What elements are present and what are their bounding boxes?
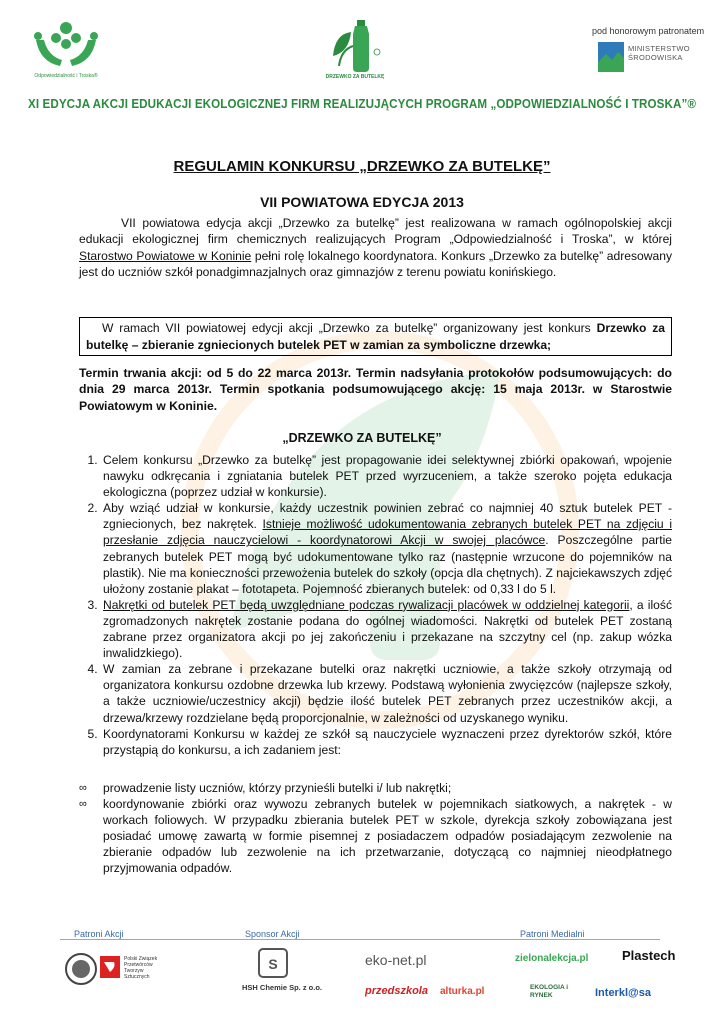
rule-3-text: , a ilość zgromadzonych nakrętek zostanie podana do ogólnej wiadomości. Nakrętki od butelek PET zostaną zabrane przez organizatora akcji po jej zakończeniu i przekazane na szczytny cel (np. zakup wózka inwalidzkiego). (103, 597, 673, 661)
interklasa-logo: Interkl@sa (595, 987, 651, 999)
contest-box-highlight: Drzewko za butelkę – zbieranie zgniecionych butelek PET w zamian za symboliczne drzewka; (86, 321, 665, 352)
media-label: Patroni Medialni (520, 929, 585, 939)
patrons-label: Patroni Akcji (74, 929, 124, 939)
contest-box (79, 317, 672, 356)
rule-item-5: 5. Koordynatorami Konkursu w każdej ze szkół są nauczyciele wyznaczeni przez dyrektorów szkół, które przystąpią do konkursu, a ich zadaniem jest: (101, 726, 672, 758)
drzewko-logo-caption: DRZEWKO ZA BUTELKĘ (325, 74, 385, 80)
program-logo-caption: Odpowiedzialność i Troska® (34, 73, 98, 79)
rule-item-2 (101, 500, 672, 597)
rule-2-text-b: . Poszczególne partie zebranych butelek PET mogą być udokumentowane tylko raz (następnie wrzucone do pojemników na plastik). Nie ma konieczności przewożenia butelek do szkoły (opcja dla chętnych). Z najciekawszych zdjęć ułożony zostanie plakat – fototapeta. Pojemność zbieranych butelek: od 0,33 l do 5 l. (103, 533, 672, 596)
ministry-line-1: MINISTERSTWO (628, 44, 690, 53)
footer-divider (60, 939, 660, 940)
intro-text-a: VII powiatowa edycja akcji „Drzewko za butelkę” jest realizowana w ramach ogólnopolskiej akcji edukacji ekologicznej firm chemicznych realizujących Program „Odpowiedzialność i Troska”, w której (79, 216, 672, 247)
drzewko-logo (325, 16, 385, 86)
rule-item-4: 4. W zamian za zebrane i przekazane butelki oraz nakrętki uczniowie, a także szkoły otrzymają od organizatora konkursu ozdobne drzewka lub krzewy. Podstawą wyłonienia zwycięzców (najlepsze szkoły, a także uczniowie/uczestnicy akcji) będzie ilość butelek PET zebranych przez uczestników akcji, a drzewa/krzewy rozdzielane będą proporcjonalnie, w zależności od uzyskanego wyniku. (101, 661, 672, 725)
rules-list (79, 452, 672, 758)
task-1-text: prowadzenie listy uczniów, którzy przynieśli butelki i/ lub nakrętki; (103, 781, 452, 795)
ekonet-logo: eko-net.pl (365, 952, 427, 968)
coordinator-tasks-list (79, 780, 672, 877)
patronage-block (592, 26, 717, 62)
hsh-name: HSH Chemie Sp. z o.o. (242, 983, 323, 992)
document-subtitle: VII POWIATOWA EDYCJA 2013 (260, 194, 464, 210)
ministry-emblem-icon (598, 42, 624, 72)
plastech-logo: Plastech (622, 948, 676, 963)
hsh-emblem-icon (258, 948, 288, 978)
section-heading: „DRZEWKO ZA BUTELKĘ” (282, 431, 442, 445)
starostwo-link: Starostwo Powiatowe w Koninie (79, 248, 252, 263)
dates-paragraph: Termin trwania akcji: od 5 do 22 marca 2013r. Termin nadsyłania protokołów podsumowujących: do dnia 29 marca 2013r. Termin spotkania podsumowującego akcję: 15 maja 2013r. w Starostwie Powiatowym w Koninie. (79, 366, 672, 413)
task-2-text: koordynowanie zbiórki oraz wywozu zebranych butelek w pojemnikach siatkowych, a nakrętek - w workach foliowych. W przypadku zbierania butelek PET w szkole, dyrekcja szkoły zobowiązana jest posiadać umowę zawartą w formie pisemnej z posiadaczem odpadów posiadającym zezwolenie na zbieranie odpadów lub zezwolenie na ich przetwarzanie, dotyczącą co najmniej nieodpłatnego przyjmowania odpadów. (103, 797, 672, 876)
ekologia-rynek-logo: EKOLOGIA i RYNEK (530, 984, 569, 999)
rule-2-text-a: Aby wziąć udział w konkursie, każdy uczestnik powinien zebrać co najmniej 40 sztuk butelek PET - zgniecionych, bez nakrętek. (103, 501, 672, 532)
sponsor-label: Sponsor Akcji (245, 929, 300, 939)
intro-paragraph (79, 215, 672, 281)
svg-text:S: S (268, 956, 278, 972)
infinity-bullet-icon: ∞ (79, 782, 87, 794)
task-item-1 (79, 780, 672, 796)
rule-3-underlined: Nakrętki od butelek PET będą uwzględniane podczas rywalizacji placówek w oddzielnej kategorii (103, 597, 630, 612)
patronage-text: pod honorowym patronatem (592, 26, 705, 36)
alturka-logo: alturka.pl (440, 986, 485, 997)
rule-2-underlined: Istnieje możliwość udokumentowania zebranych butelek PET na zdjęciu i przesłanie zdjęcia nauczycielowi - koordynatorowi Akcji w swojej placówce (103, 517, 673, 548)
ministry-line-2: ŚRODOWISKA (628, 53, 683, 62)
task-item-2 (79, 796, 672, 876)
rule-item-3 (101, 597, 672, 661)
ministry-name (628, 44, 690, 62)
campaign-banner: XI EDYCJA AKCJI EDUKACJI EKOLOGICZNEJ FIRM REALIZUJĄCYCH PROGRAM „ODPOWIEDZIALNOŚĆ I TROSKA”® (28, 97, 697, 111)
infinity-bullet-icon: ∞ (79, 798, 87, 811)
association-seal-icon (64, 952, 98, 986)
zielonalekcja-logo: zielonalekcja.pl (515, 953, 589, 964)
przedszkola-logo: przedszkola (365, 985, 428, 997)
intro-text-b: pełni rolę lokalnego koordynatora. Konkurs „Drzewko za butelkę” adresowany jest do uczniów szkół ponadgimnazjalnych oraz gimnazjów z terenu powiatu konińskiego. (79, 248, 672, 280)
pzptts-icon (100, 956, 120, 978)
rule-item-1: 1. Celem konkursu „Drzewko za butelkę” jest propagowanie idei selektywnej zbiórki opakowań, wpojenie nawyku odkręcania i zgniatania butelek PET przed wyrzuceniem, a także szeroko pojęta edukacja ekologiczna (poprzez udział w konkursie). (101, 452, 672, 500)
contest-box-text: W ramach VII powiatowej edycji akcji „Drzewko za butelkę” organizowany jest konkurs (102, 321, 597, 335)
pzptts-name: Polski Związek Przetwórców Tworzyw Sztucznych (124, 956, 158, 980)
program-logo (26, 18, 106, 88)
document-title: REGULAMIN KONKURSU „DRZEWKO ZA BUTELKĘ” (173, 158, 551, 175)
